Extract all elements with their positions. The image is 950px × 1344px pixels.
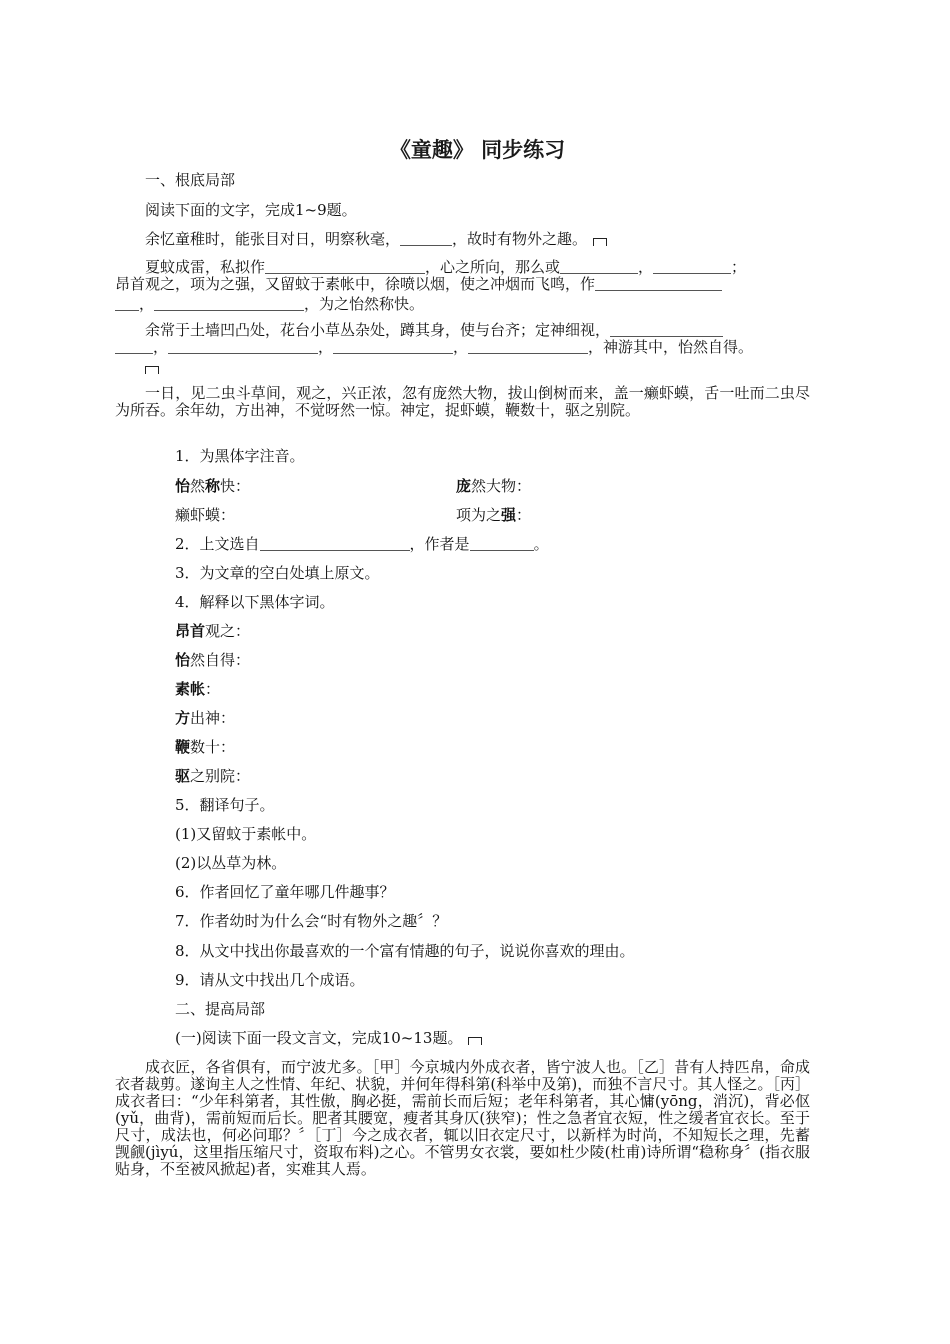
paragraph-1 bbox=[145, 231, 607, 248]
p2-text-g: ，为之怡然称快。 bbox=[304, 295, 425, 313]
section-heading-basic: 一、根底局部 bbox=[145, 171, 236, 189]
question-8: 8．从文中找出你最喜欢的一个富有情趣的句子，说说你喜欢的理由。 bbox=[175, 942, 635, 960]
paragraph-3-line-2 bbox=[115, 339, 753, 356]
blank-6[interactable] bbox=[154, 296, 304, 311]
paragraph-2-line-3 bbox=[115, 296, 424, 313]
q1-item-1: 怡然称快： bbox=[175, 477, 251, 495]
q1-item-4: 项为之强： bbox=[456, 506, 532, 524]
blank-q2-source[interactable] bbox=[260, 536, 410, 551]
p2-text-f: ， bbox=[139, 295, 155, 313]
p2-text-c: ， bbox=[638, 258, 654, 276]
q5-item-2: (2)以丛草为林。 bbox=[175, 854, 287, 872]
blank-3[interactable] bbox=[560, 259, 638, 274]
q4-item-1: 昂首观之： bbox=[175, 622, 251, 640]
p3-text-b: ， bbox=[153, 338, 169, 356]
p3-text-a: 余常于土墙凹凸处，花台小草丛杂处，蹲其身，使与台齐；定神细视， bbox=[145, 321, 611, 339]
section-heading-advanced: 二、提高局部 bbox=[175, 1000, 266, 1018]
blank-9[interactable] bbox=[333, 339, 453, 354]
bracket-mark bbox=[593, 238, 607, 246]
question-6: 6．作者回忆了童年哪几件趣事？ bbox=[175, 883, 395, 901]
q5-item-1: (1)又留蚊于素帐中。 bbox=[175, 825, 317, 843]
q4-item-5: 鞭数十： bbox=[175, 738, 236, 756]
p1-text-b: ，故时有物外之趣。 bbox=[452, 230, 588, 248]
question-9: 9．请从文中找出几个成语。 bbox=[175, 971, 365, 989]
q1-item-3: 癞虾蟆： bbox=[175, 506, 236, 524]
paragraph-2-line-1 bbox=[145, 259, 746, 276]
q4-item-4: 方出神： bbox=[175, 709, 236, 727]
question-7: 7．作者幼时为什么会“时有物外之趣〞？ bbox=[175, 912, 448, 930]
question-5: 5．翻译句子。 bbox=[175, 796, 275, 814]
blank-5-cont[interactable] bbox=[115, 296, 139, 311]
bracket-mark bbox=[468, 1037, 482, 1045]
q4-item-6: 驱之别院： bbox=[175, 767, 251, 785]
instruction-part1: 阅读下面的文字，完成1~9题。 bbox=[145, 201, 357, 219]
p1-text-a: 余忆童稚时，能张目对日，明察秋毫， bbox=[145, 230, 401, 248]
question-2: 2．上文选自 ，作者是 。 bbox=[175, 535, 549, 553]
blank-7[interactable] bbox=[610, 322, 723, 337]
blank-10[interactable] bbox=[468, 339, 588, 354]
page-title: 《童趣》 同步练习 bbox=[389, 138, 566, 162]
question-4: 4．解释以下黑体字词。 bbox=[175, 593, 335, 611]
blank-4[interactable] bbox=[653, 259, 731, 274]
blank-q2-author[interactable] bbox=[470, 536, 534, 551]
p2-text-e: 昂首观之，项为之强，又留蚊于素帐中，徐喷以烟，使之冲烟而飞鸣，作 bbox=[115, 275, 596, 293]
classical-passage: 成衣匠，各省俱有，而宁波尤多。［甲］今京城内外成衣者，皆宁波人也。［乙］昔有人持匹帛，命成衣者裁剪。遂询主人之性情、年纪、状貌，并何年得科第(科举中及第)，而独不言尺寸。其人怪之。［丙］成衣者曰：“少年科第者，其性傲，胸必挺，需前长而后短；老年科第者，其心慵(yōng，消沉)，背必伛(yǔ，曲背)，需前短而后长。肥者其腰宽，瘦者其身仄(狭窄)；性之急者宜衣短，性之缓者宜衣长。至于尺寸，成法也，何必问耶？〞［丁］今之成衣者，辄以旧衣定尺寸，以新样为时尚，不知短长之理，先蓄觊觎(jìyú，这里指压缩尺寸，资取布料)之心。不管男女衣裳，要如杜少陵(杜甫)诗所谓“稳称身〞(指衣服贴身，不至被风掀起)者，实难其人焉。 bbox=[115, 1058, 810, 1178]
paragraph-2-line-2 bbox=[115, 276, 722, 293]
blank-1[interactable] bbox=[400, 231, 452, 246]
q4-item-2: 怡然自得： bbox=[175, 651, 251, 669]
p2-text-b: ，心之所向，那么或 bbox=[425, 258, 561, 276]
p3-text-d: ， bbox=[453, 338, 469, 356]
p3-text-c: ， bbox=[318, 338, 334, 356]
blank-7-cont[interactable] bbox=[115, 339, 153, 354]
bracket-mark bbox=[145, 366, 159, 374]
paragraph-3-line-1 bbox=[145, 322, 723, 339]
q1-item-2: 庞然大物： bbox=[456, 477, 532, 495]
question-3: 3．为文章的空白处填上原文。 bbox=[175, 564, 380, 582]
blank-2[interactable] bbox=[265, 259, 425, 274]
blank-8[interactable] bbox=[168, 339, 318, 354]
paragraph-4: 一日，见二虫斗草间，观之，兴正浓，忽有庞然大物，拔山倒树而来，盖一癞虾蟆，舌一吐而二虫尽为所吞。余年幼，方出神，不觉呀然一惊。神定，捉虾蟆，鞭数十，驱之别院。 bbox=[115, 384, 810, 419]
p3-text-e: ，神游其中，怡然自得。 bbox=[588, 338, 754, 356]
q4-item-3: 素帐： bbox=[175, 680, 221, 698]
blank-5[interactable] bbox=[595, 276, 722, 291]
p2-text-a: 夏蚊成雷，私拟作 bbox=[145, 258, 266, 276]
p2-text-d: ； bbox=[731, 258, 747, 276]
question-1: 1．为黑体字注音。 bbox=[175, 447, 305, 465]
instruction-part2: (一)阅读下面一段文言文，完成10~13题。 bbox=[175, 1030, 482, 1047]
